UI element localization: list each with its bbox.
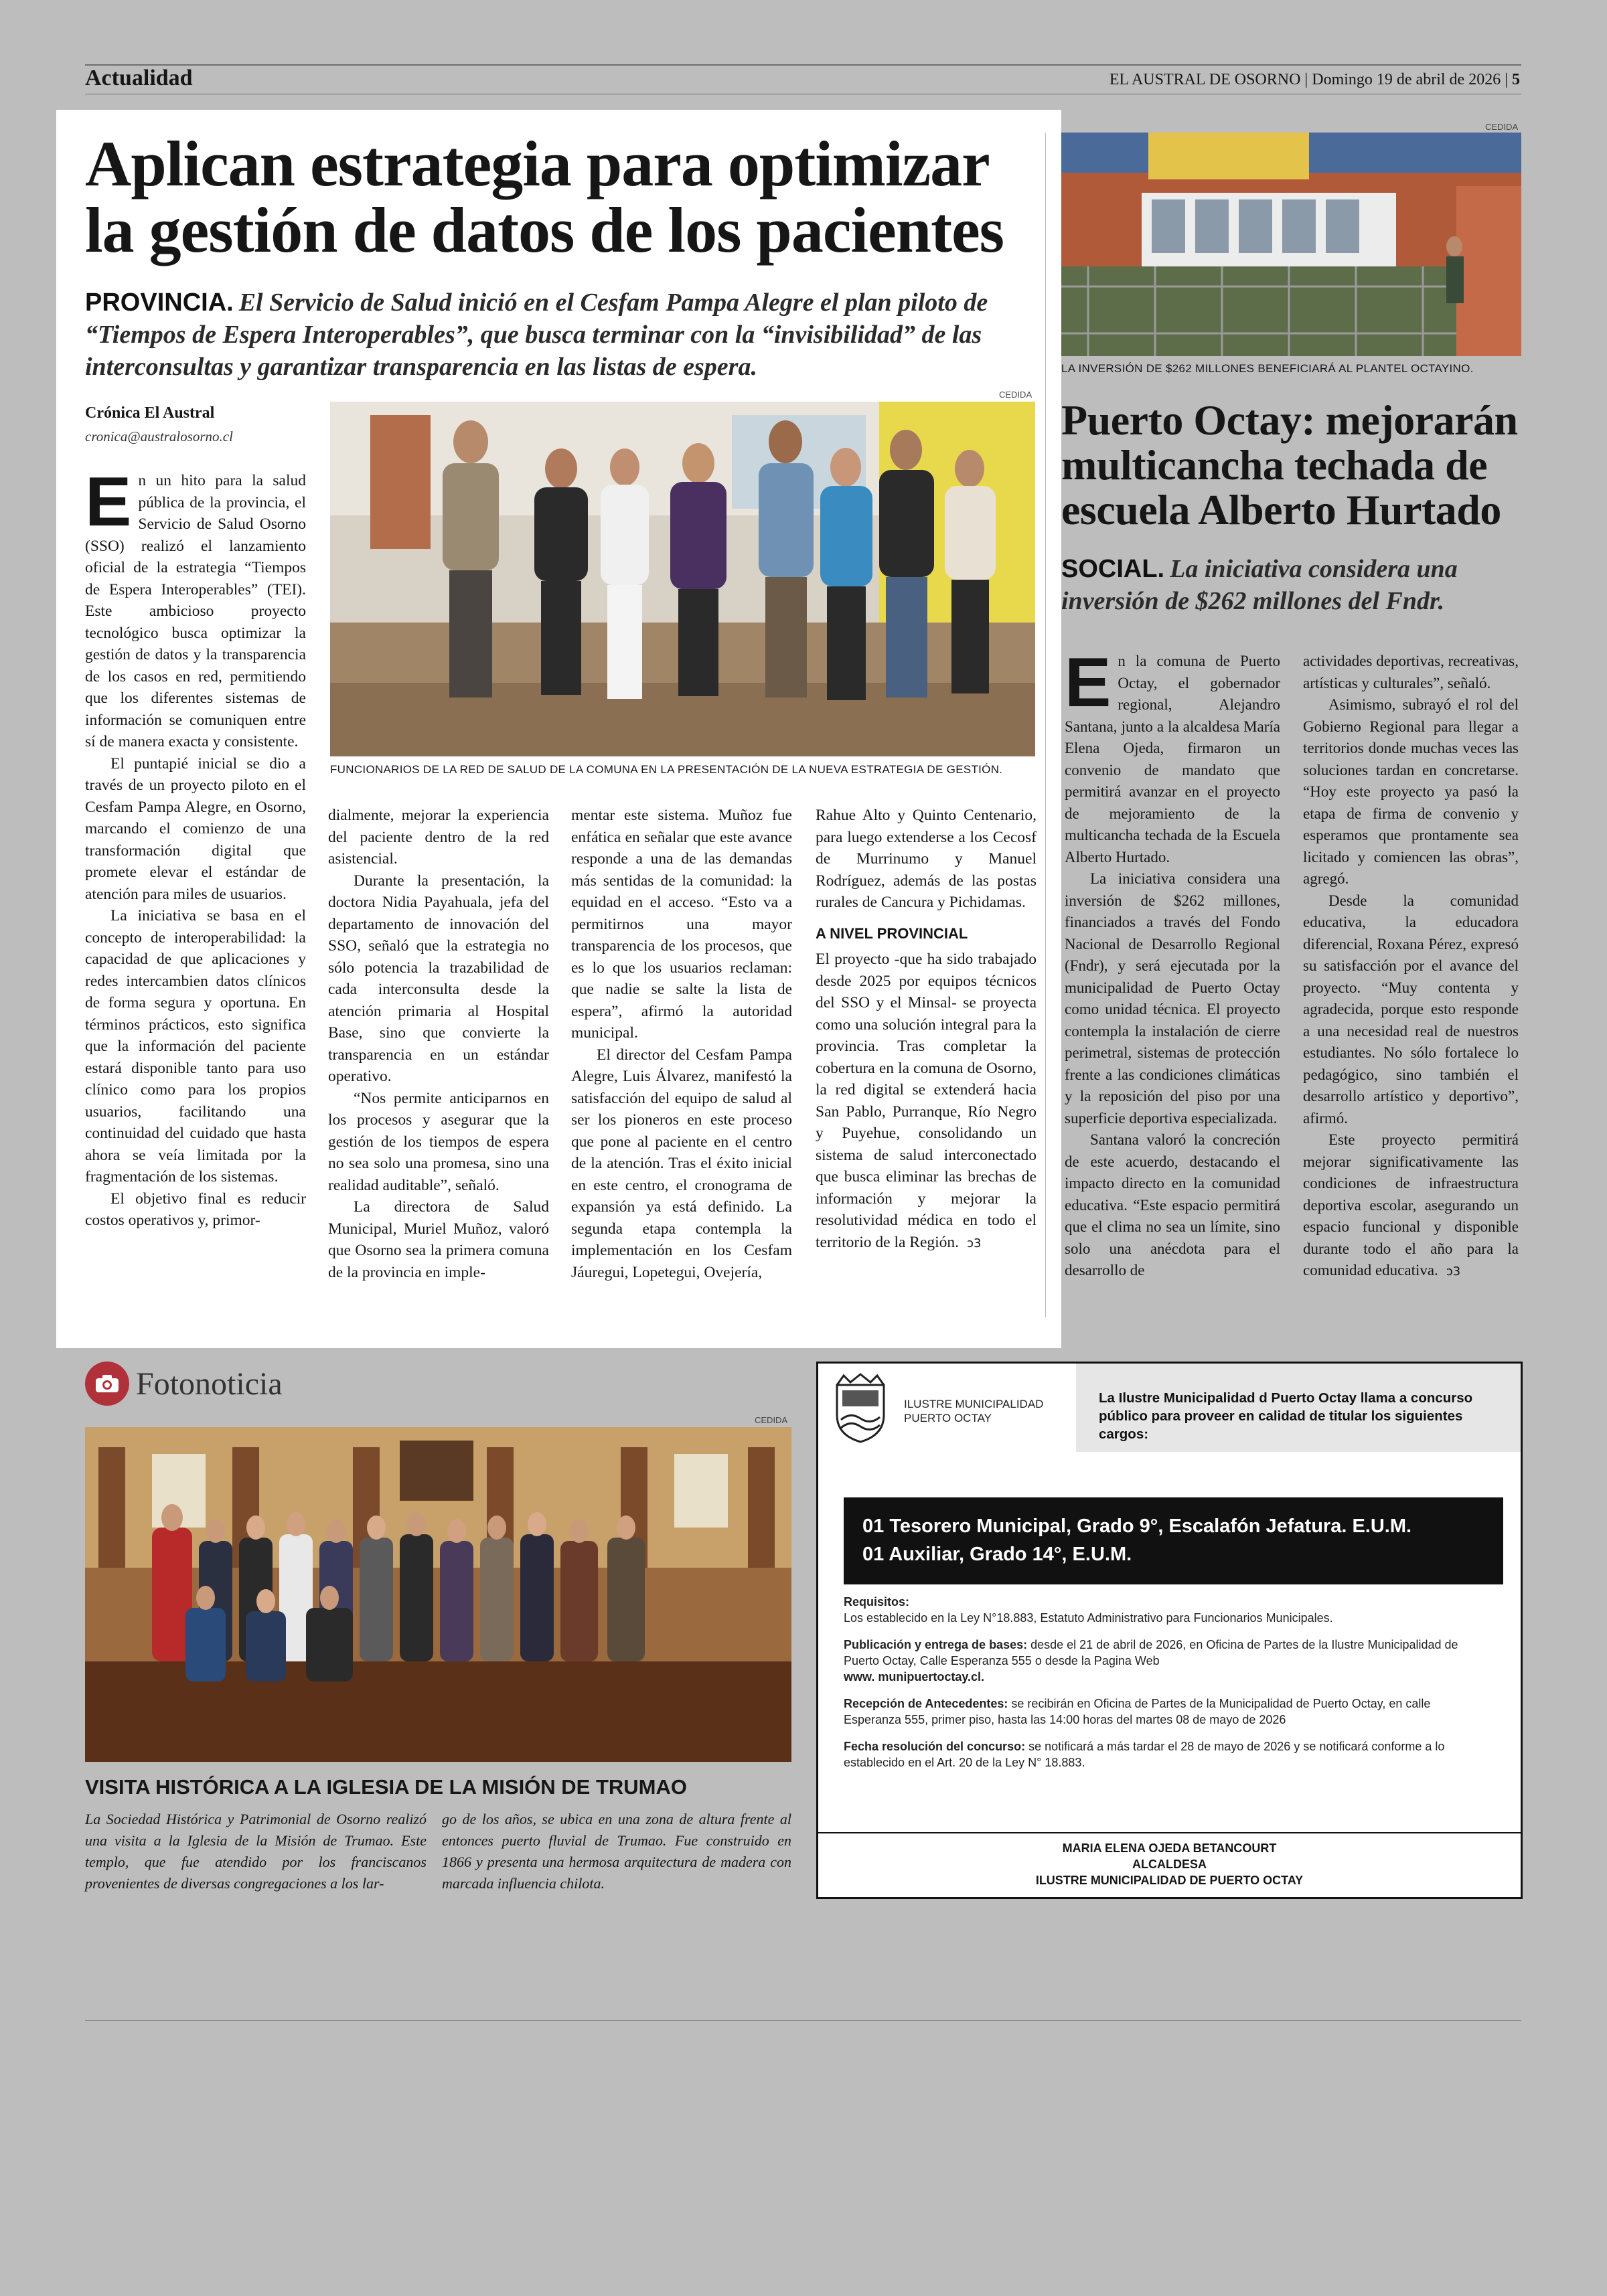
main-paragraph: dialmente, mejorar la experiencia del paciente dentro de la red asistencial. bbox=[328, 807, 549, 868]
ad-reception bbox=[844, 1696, 1473, 1728]
main-headline bbox=[85, 128, 1049, 266]
section-label: Actualidad bbox=[85, 66, 193, 90]
side-photo bbox=[1061, 133, 1521, 356]
side-lead bbox=[1061, 553, 1517, 617]
fotonoticia-text-col2: go de los años, se ubica en una zona de altura frente al entonces puerto fluvial de Trumao. Fue construido en 1866 y presenta una hermosa arquitectura de madera con marcada influencia chilota. bbox=[442, 1811, 791, 1892]
main-photo bbox=[330, 402, 1035, 756]
end-mark-icon: ↄ3 bbox=[1446, 1264, 1461, 1279]
side-lead-text: La iniciativa considera una inversión de $262 millones del Fndr. bbox=[1061, 555, 1458, 615]
side-col-2 bbox=[1303, 651, 1519, 1283]
ad-req-label: Requisitos: bbox=[844, 1595, 910, 1609]
municipal-shield-icon bbox=[830, 1372, 891, 1445]
side-photo-caption: LA INVERSIÓN DE $262 MILLONES BENEFICIARÁ AL PLANTEL OCTAYINO. bbox=[1061, 362, 1474, 375]
main-photo-credit: CEDIDA bbox=[999, 390, 1032, 400]
ad-position-1: 01 Tesorero Municipal, Grado 9°, Escalafón Jefatura. E.U.M. bbox=[862, 1515, 1412, 1537]
main-headline-line1: Aplican estrategia para optimizar bbox=[85, 128, 990, 199]
main-lead bbox=[85, 286, 1043, 383]
page-folio: EL AUSTRAL DE OSORNO | Domingo 19 de abril de 2026 | 5 bbox=[1109, 71, 1520, 88]
ad-pub-label: Publicación y entrega de bases: bbox=[844, 1638, 1028, 1651]
ad-fecha-label: Fecha resolución del concurso: bbox=[844, 1740, 1026, 1753]
camera-icon bbox=[85, 1362, 129, 1406]
main-col-3 bbox=[571, 805, 792, 1283]
side-photo-credit: CEDIDA bbox=[1485, 122, 1519, 132]
ad-rec-label: Recepción de Antecedentes: bbox=[844, 1697, 1008, 1710]
ad-intro-box bbox=[1076, 1364, 1521, 1452]
fotonoticia-text-col1: La Sociedad Histórica y Patrimonial de Osorno realizó una visita a la Iglesia de la Misión de Trumao. Este templo, que fue atendido por los franciscanos provenientes de diversas congregaciones a los lar- bbox=[85, 1811, 427, 1892]
main-headline-line2: la gestión de datos de los pacientes bbox=[85, 193, 1004, 266]
ad-org-line1: ILUSTRE MUNICIPALIDAD bbox=[904, 1398, 1044, 1410]
fotonoticia-photo-credit: CEDIDA bbox=[755, 1415, 788, 1425]
ad-positions-box bbox=[844, 1497, 1503, 1584]
main-paragraph: Durante la presentación, la doctora Nidia Payahuala, jefa del departamento de innovación del SSO, señaló que la estrategia no sólo potencia la trazabilidad de cada interconsulta desde la atención primaria al Hospital Base, sino que convierte la transparencia en un estándar operativo. bbox=[328, 872, 549, 1085]
side-paragraph: Desde la comunidad educativa, la educadora diferencial, Roxana Pérez, expresó su satisfacción por el avance del proyecto. “Muy contenta y agradecida, porque esto responde a una necesidad real de nuestros estudiantes. No sólo fortalece lo pedagógico, sino también el desarrollo artístico y deportivo”, afirmó. bbox=[1303, 892, 1519, 1127]
side-headline-line3: escuela Alberto Hurtado bbox=[1061, 486, 1501, 534]
main-photo-caption: FUNCIONARIOS DE LA RED DE SALUD DE LA COMUNA EN LA PRESENTACIÓN DE LA NUEVA ESTRATEGIA DE GESTIÓN. bbox=[330, 763, 1003, 776]
main-dropcap: E bbox=[85, 463, 132, 541]
main-kicker: PROVINCIA. bbox=[85, 289, 234, 317]
main-lead-text: El Servicio de Salud inició en el Cesfam Pampa Alegre el plan piloto de “Tiempos de Espera Interoperables”, que busca terminar con la “invisibilidad” de las interconsultas y garantizar transparencia en las listas de espera. bbox=[85, 289, 988, 381]
byline-author: Crónica El Austral bbox=[85, 404, 215, 422]
side-paragraph: Este proyecto permitirá mejorar significativamente las condiciones de infraestructura deportiva escolar, asegurando un espacio funcional y disponible durante todo el año para la comunidad educativa. bbox=[1303, 1131, 1519, 1279]
ad-intro: La Ilustre Municipalidad d Puerto Octay llama a concurso público para proveer en calidad de titular los siguientes cargos: bbox=[1099, 1390, 1473, 1442]
main-paragraph: Rahue Alto y Quinto Centenario, para luego extenderse a los Cecosf de Murrinumo y Manuel Rodríguez, además de las postas rurales de Cancura y Pichidamas. bbox=[816, 807, 1037, 911]
ad-rec-text: se recibirán en Oficina de Partes de la Municipalidad de Puerto Octay, en calle Esperanza 555, primer piso, hasta las 14:00 horas del martes 08 de mayo de 2026 bbox=[844, 1697, 1431, 1726]
side-dropcap: E bbox=[1065, 644, 1112, 722]
side-paragraph: La iniciativa considera una inversión de $262 millones, financiados a través del Fondo Nacional de Desarrollo Regional (Fndr), y será ejecutada por la municipalidad de Puerto Octay como unidad técnica. El proyecto contempla la instalación de cierre perimetral, sistemas de protección frente a las condiciones climáticas y la reposición del piso por una superficie deportiva especializada. bbox=[1065, 870, 1280, 1127]
fotonoticia-title: Fotonoticia bbox=[136, 1366, 283, 1402]
main-paragraph: mentar este sistema. Muñoz fue enfática en señalar que este avance responde a una de las demandas más sentidas de la comunidad: la equidad en el acceso. “Esto va a permitirnos una mayor transparencia de los procesos, que es lo que los usuarios reclaman: que nadie se salte la lista de espera”, afirmó la autoridad municipal. bbox=[571, 807, 792, 1042]
municipal-ad bbox=[816, 1362, 1523, 1899]
main-paragraph: La iniciativa se basa en el concepto de interoperabilidad: la capacidad de que aplicaciones y redes intercambien datos clínicos de forma segura y oportuna. En términos prácticos, esto significa que la información del paciente estará disponible tanto para uso clínico como para los propios usuarios, facilitando una continuidad del cuidado que hasta ahora se veía limitada por la fragmentación de los sistemas. bbox=[85, 907, 306, 1185]
main-col-2 bbox=[328, 805, 549, 1283]
side-paragraph: Santana valoró la concreción de este acuerdo, destacando el impacto directo en la comunidad educativa. “Este espacio permitirá que el clima no sea un límite, sino solo una anécdota para el desarrollo de bbox=[1065, 1131, 1280, 1279]
ad-details bbox=[844, 1594, 1473, 1771]
ad-website-link[interactable]: www. munipuertoctay.cl. bbox=[844, 1670, 985, 1684]
ad-sign-title: ALCALDESA bbox=[1132, 1858, 1207, 1871]
ad-org-line2: PUERTO OCTAY bbox=[904, 1412, 992, 1424]
publication-name: EL AUSTRAL DE OSORNO bbox=[1109, 71, 1301, 88]
ad-req-text: Los establecido en la Ley N°18.883, Estatuto Administrativo para Funcionarios Municipales. bbox=[844, 1611, 1333, 1625]
main-paragraph: n un hito para la salud pública de la provincia, el Servicio de Salud Osorno (SSO) realizó el lanzamiento oficial de la estrategia “Tiempos de Espera Interoperables” (TEI). Este ambicioso proyecto tecnológico busca optimizar la gestión de datos y la transparencia de los casos en red, permitiendo que los diferentes sistemas de información se comuniquen entre sí de manera exacta y consistente. bbox=[85, 472, 306, 750]
ad-requirements bbox=[844, 1594, 1473, 1626]
end-mark-icon: ↄ3 bbox=[967, 1236, 982, 1250]
page-number: 5 bbox=[1512, 71, 1520, 88]
side-paragraph: Asimismo, subrayó el rol del Gobierno Regional para llegar a territorios donde muchas veces las soluciones tardan en concretarse. “Hoy este proyecto ya pasó la etapa de firma de convenio y esperamos que prontamente sea licitado y comiencen las obras”, agregó. bbox=[1303, 696, 1519, 887]
ad-org-block bbox=[818, 1364, 1076, 1452]
ad-publication bbox=[844, 1637, 1473, 1685]
main-paragraph: La directora de Salud Municipal, Muriel Muñoz, valoró que Osorno sea la primera comuna de la provincia en imple- bbox=[328, 1198, 549, 1281]
main-paragraph: El puntapié inicial se dio a través de un proyecto piloto en el Cesfam Pampa Alegre, en Osorno, marcando el comienzo de una transformación digital que promete elevar el estándar de atención para miles de usuarios. bbox=[85, 754, 306, 903]
fotonoticia-photo bbox=[85, 1427, 791, 1762]
side-headline bbox=[1061, 398, 1530, 532]
ad-position-2: 01 Auxiliar, Grado 14°, E.U.M. bbox=[862, 1544, 1132, 1565]
side-paragraph: n la comuna de Puerto Octay, el gobernador regional, Alejandro Santana, junto a la alcaldesa María Elena Ojeda, firmaron un convenio de mandato que permitirá avanzar en el proyecto de mejoramiento de la multicancha techada de la Escuela Alberto Hurtado. bbox=[1065, 653, 1280, 866]
side-col-1 bbox=[1065, 644, 1280, 1282]
ad-sign-name: MARIA ELENA OJEDA BETANCOURT bbox=[1062, 1841, 1277, 1855]
main-paragraph: El director del Cesfam Pampa Alegre, Luis Álvarez, manifestó la satisfacción del equipo de salud al ser los pioneros en este proceso que pone al paciente en el centro de la atención. Tras el éxito inicial en este centro, el cronograma de expansión ya está definido. La segunda etapa contempla la implementación en los Cesfam Jáuregui, Lopetegui, Ovejería, bbox=[571, 1046, 792, 1281]
ad-resolution bbox=[844, 1738, 1473, 1771]
side-kicker: SOCIAL. bbox=[1061, 555, 1165, 583]
fotonoticia-label bbox=[85, 1362, 283, 1406]
main-col-1 bbox=[85, 463, 306, 1232]
main-paragraph: El proyecto -que ha sido trabajado desde 2025 por equipos técnicos del SSO y el Minsal- se proyecta como una solución integral para la provincia. Tras completar la cobertura en la comuna de Osorno, la red digital se extenderá hacia San Pablo, Purranque, Río Negro y Puyehue, consolidando un sistema de salud interconectado que busca eliminar las brechas de información y mejorar la resolutividad médica en todo el territorio de la Región. bbox=[816, 951, 1037, 1251]
ad-pub-text: desde el 21 de abril de 2026, en Oficina de Partes de la Ilustre Municipalidad de Puerto Octay, Calle Esperanza 555 o desde la Pagina Web bbox=[844, 1638, 1458, 1667]
side-headline-line1: Puerto Octay: mejorarán bbox=[1061, 396, 1518, 444]
ad-sign-org: ILUSTRE MUNICIPALIDAD DE PUERTO OCTAY bbox=[1035, 1874, 1304, 1887]
fotonoticia-headline: VISITA HISTÓRICA A LA IGLESIA DE LA MISIÓN DE TRUMAO bbox=[85, 1775, 687, 1799]
main-subhead: A NIVEL PROVINCIAL bbox=[816, 924, 968, 942]
main-col-4 bbox=[816, 805, 1037, 1254]
byline-email[interactable]: cronica@australosorno.cl bbox=[85, 428, 233, 444]
main-paragraph: El objetivo final es reducir costos operativos y, primor- bbox=[85, 1190, 306, 1229]
side-headline-line2: multicancha techada de bbox=[1061, 441, 1488, 489]
main-paragraph: “Nos permite anticiparnos en los procesos y asegurar que la gestión de los tiempos de espera no sea solo una promesa, sino una realidad auditable”, señaló. bbox=[328, 1089, 549, 1194]
ad-fecha-text: se notificará a más tardar el 28 de mayo de 2026 y se notificará conforme a lo establecido en el Art. 20 de la Ley N° 18.883. bbox=[844, 1740, 1445, 1769]
ad-signature bbox=[818, 1840, 1521, 1888]
publication-date: Domingo 19 de abril de 2026 bbox=[1312, 71, 1501, 88]
side-paragraph: actividades deportivas, recreativas, artísticas y culturales”, señaló. bbox=[1303, 653, 1519, 691]
